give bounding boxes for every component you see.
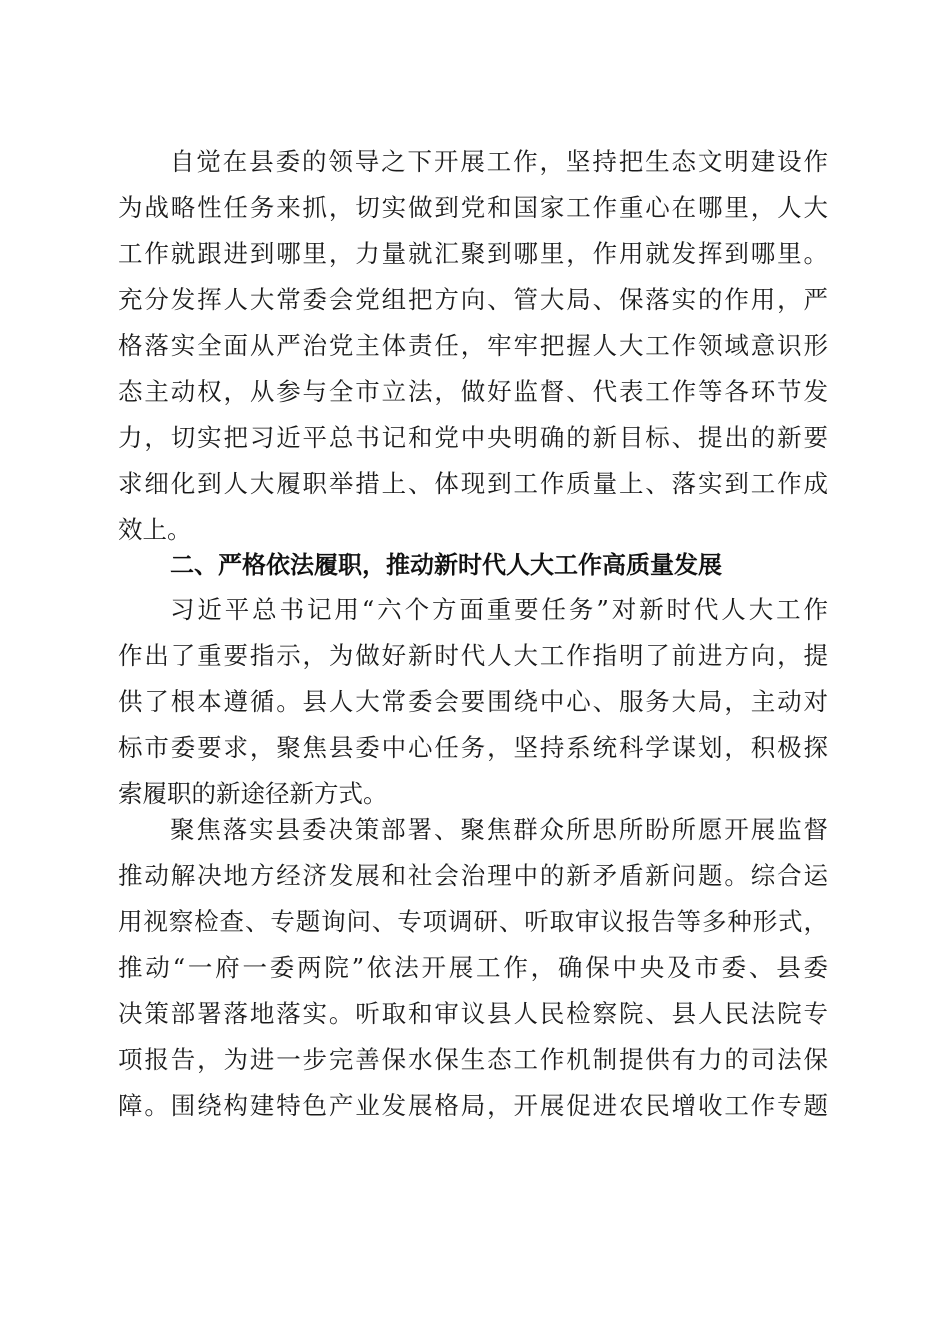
- paragraph-line: 供了根本遵循。县人大常委会要围绕中心、服务大局，主动对: [118, 687, 828, 716]
- paragraph-line: 用视察检查、专题询问、专项调研、听取审议报告等多种形式，: [118, 907, 828, 936]
- paragraph-line: 索履职的新途径新方式。: [118, 779, 388, 808]
- paragraph-line: 标市委要求，聚焦县委中心任务，坚持系统科学谋划，积极探: [118, 733, 828, 762]
- paragraph-line: 求细化到人大履职举措上、体现到工作质量上、落实到工作成: [118, 469, 828, 498]
- paragraph-line: 推动解决地方经济发展和社会治理中的新矛盾新问题。综合运: [118, 861, 828, 890]
- paragraph-line: 推动“一府一委两院”依法开展工作，确保中央及市委、县委: [118, 953, 828, 982]
- paragraph-line: 自觉在县委的领导之下开展工作，坚持把生态文明建设作: [170, 147, 828, 176]
- paragraph-line: 态主动权，从参与全市立法，做好监督、代表工作等各环节发: [118, 377, 828, 406]
- paragraph-line: 障。围绕构建特色产业发展格局，开展促进农民增收工作专题: [118, 1091, 828, 1120]
- paragraph-line: 习近平总书记用“六个方面重要任务”对新时代人大工作: [170, 595, 828, 624]
- section-heading: 二、严格依法履职，推动新时代人大工作高质量发展: [170, 551, 722, 579]
- paragraph-line: 项报告，为进一步完善保水保生态工作机制提供有力的司法保: [118, 1045, 828, 1074]
- paragraph-line: 工作就跟进到哪里，力量就汇聚到哪里，作用就发挥到哪里。: [118, 239, 828, 268]
- paragraph-line: 决策部署落地落实。听取和审议县人民检察院、县人民法院专: [118, 999, 828, 1028]
- paragraph-line: 效上。: [118, 515, 192, 544]
- paragraph-line: 聚焦落实县委决策部署、聚焦群众所思所盼所愿开展监督: [170, 815, 828, 844]
- paragraph-line: 格落实全面从严治党主体责任，牢牢把握人大工作领域意识形: [118, 331, 828, 360]
- paragraph-line: 为战略性任务来抓，切实做到党和国家工作重心在哪里，人大: [118, 193, 828, 222]
- paragraph-line: 作出了重要指示，为做好新时代人大工作指明了前进方向，提: [118, 641, 828, 670]
- paragraph-line: 充分发挥人大常委会党组把方向、管大局、保落实的作用，严: [118, 285, 828, 314]
- paragraph-line: 力，切实把习近平总书记和党中央明确的新目标、提出的新要: [118, 423, 828, 452]
